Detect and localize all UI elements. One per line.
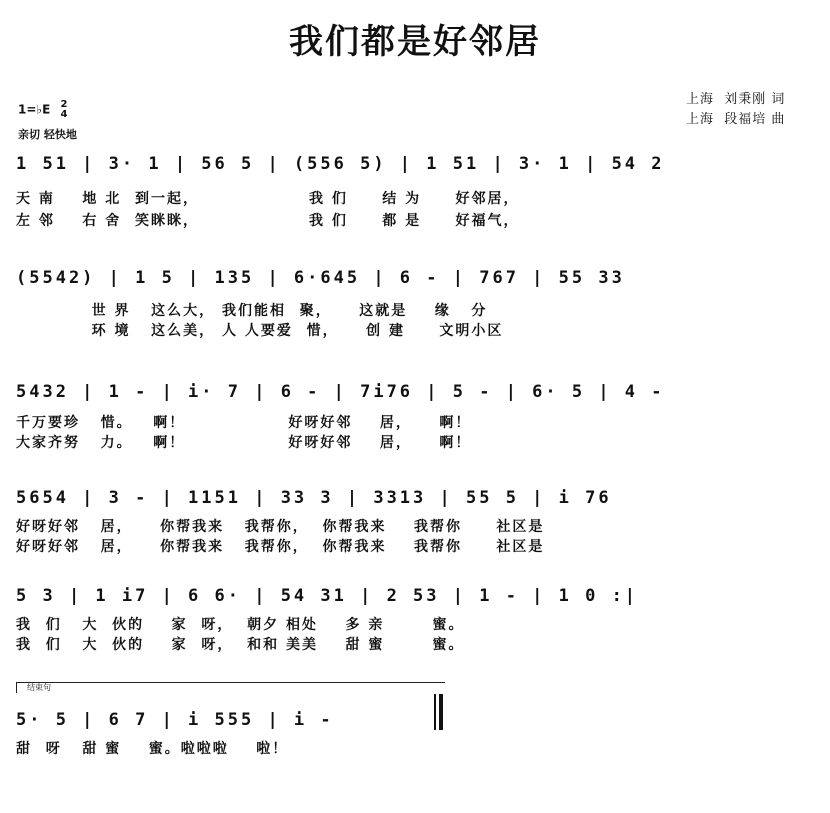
notes-row: 5654 | 3 - | 1151 | 33 3 | 3313 | 55 5 | i 76 [16, 488, 612, 508]
time-bottom: 4 [60, 109, 68, 120]
ending-bracket [16, 682, 445, 693]
lyric-line-2-verse-1: 世 界 这么大， 我们能相 聚， 这就是 缘 分 [16, 303, 488, 319]
notes-row: 5 3 | 1 i7 | 6 6· | 54 31 | 2 53 | 1 - | 1 0 :| [16, 586, 639, 606]
lyric-line-1-verse-1: 天 南 地 北 到一起， 我 们 结 为 好邻居， [16, 191, 520, 207]
lyric-line-4-verse-2: 好呀好邻 居， 你帮我来 我帮你， 你帮我来 我帮你 社区是 [16, 539, 545, 555]
notes-row: 1 51 | 3· 1 | 56 5 | (556 5) | 1 51 | 3· 1 | 54 2 [16, 154, 665, 174]
notation-line-3 [0, 378, 830, 408]
final-barline-thin [434, 694, 436, 730]
notes-row: 5· 5 | 6 7 | i 555 | i - [16, 710, 334, 730]
notes-row: 5432 | 1 - | i· 7 | 6 - | 7i76 | 5 - | 6· 5 | 4 - [16, 382, 665, 402]
lyric-line-2-verse-2: 环 境 这么美， 人 人要爱 惜， 创 建 文明小区 [16, 323, 504, 339]
time-top: 2 [60, 99, 68, 110]
lyric-line-4-verse-1: 好呀好邻 居， 你帮我来 我帮你， 你帮我来 我帮你 社区是 [16, 519, 545, 535]
notation-line-1 [0, 150, 830, 180]
lyric-line-1-verse-2: 左 邻 右 舍 笑眯眯， 我 们 都 是 好福气， [16, 213, 520, 229]
time-signature [60, 100, 67, 120]
final-barline-thick [439, 694, 443, 730]
lyric-line-5-verse-1: 我 们 大 伙的 家 呀， 朝夕 相处 多 亲 蜜。 [16, 617, 465, 633]
composer-credit: 上海 段福培 曲 [686, 112, 786, 127]
ending-label: 结束句 [27, 683, 51, 692]
tempo-marking: 亲切 轻快地 [18, 128, 77, 141]
lyric-line-5-verse-2: 我 们 大 伙的 家 呀， 和和 美美 甜 蜜 蜜。 [16, 637, 465, 653]
key-label: 1=♭E [18, 102, 51, 117]
lyricist-credit: 上海 刘秉刚 词 [686, 92, 786, 107]
notation-line-4 [0, 484, 830, 514]
notation-line-6 [0, 706, 830, 736]
notation-line-2 [0, 264, 830, 294]
lyric-line-6: 甜 呀 甜 蜜 蜜。啦啦啦 啦！ [16, 741, 289, 757]
lyric-line-3-verse-1: 千万要珍 惜。 啊！ 好呀好邻 居， 啊！ [16, 415, 472, 431]
song-title: 我们都是好邻居 [289, 22, 541, 62]
notation-line-5 [0, 582, 830, 612]
notes-row: (5542) | 1 5 | 135 | 6·645 | 6 - | 767 | 55 33 [16, 268, 625, 288]
key-signature [18, 100, 67, 120]
lyric-line-3-verse-2: 大家齐努 力。 啊！ 好呀好邻 居， 啊！ [16, 435, 472, 451]
